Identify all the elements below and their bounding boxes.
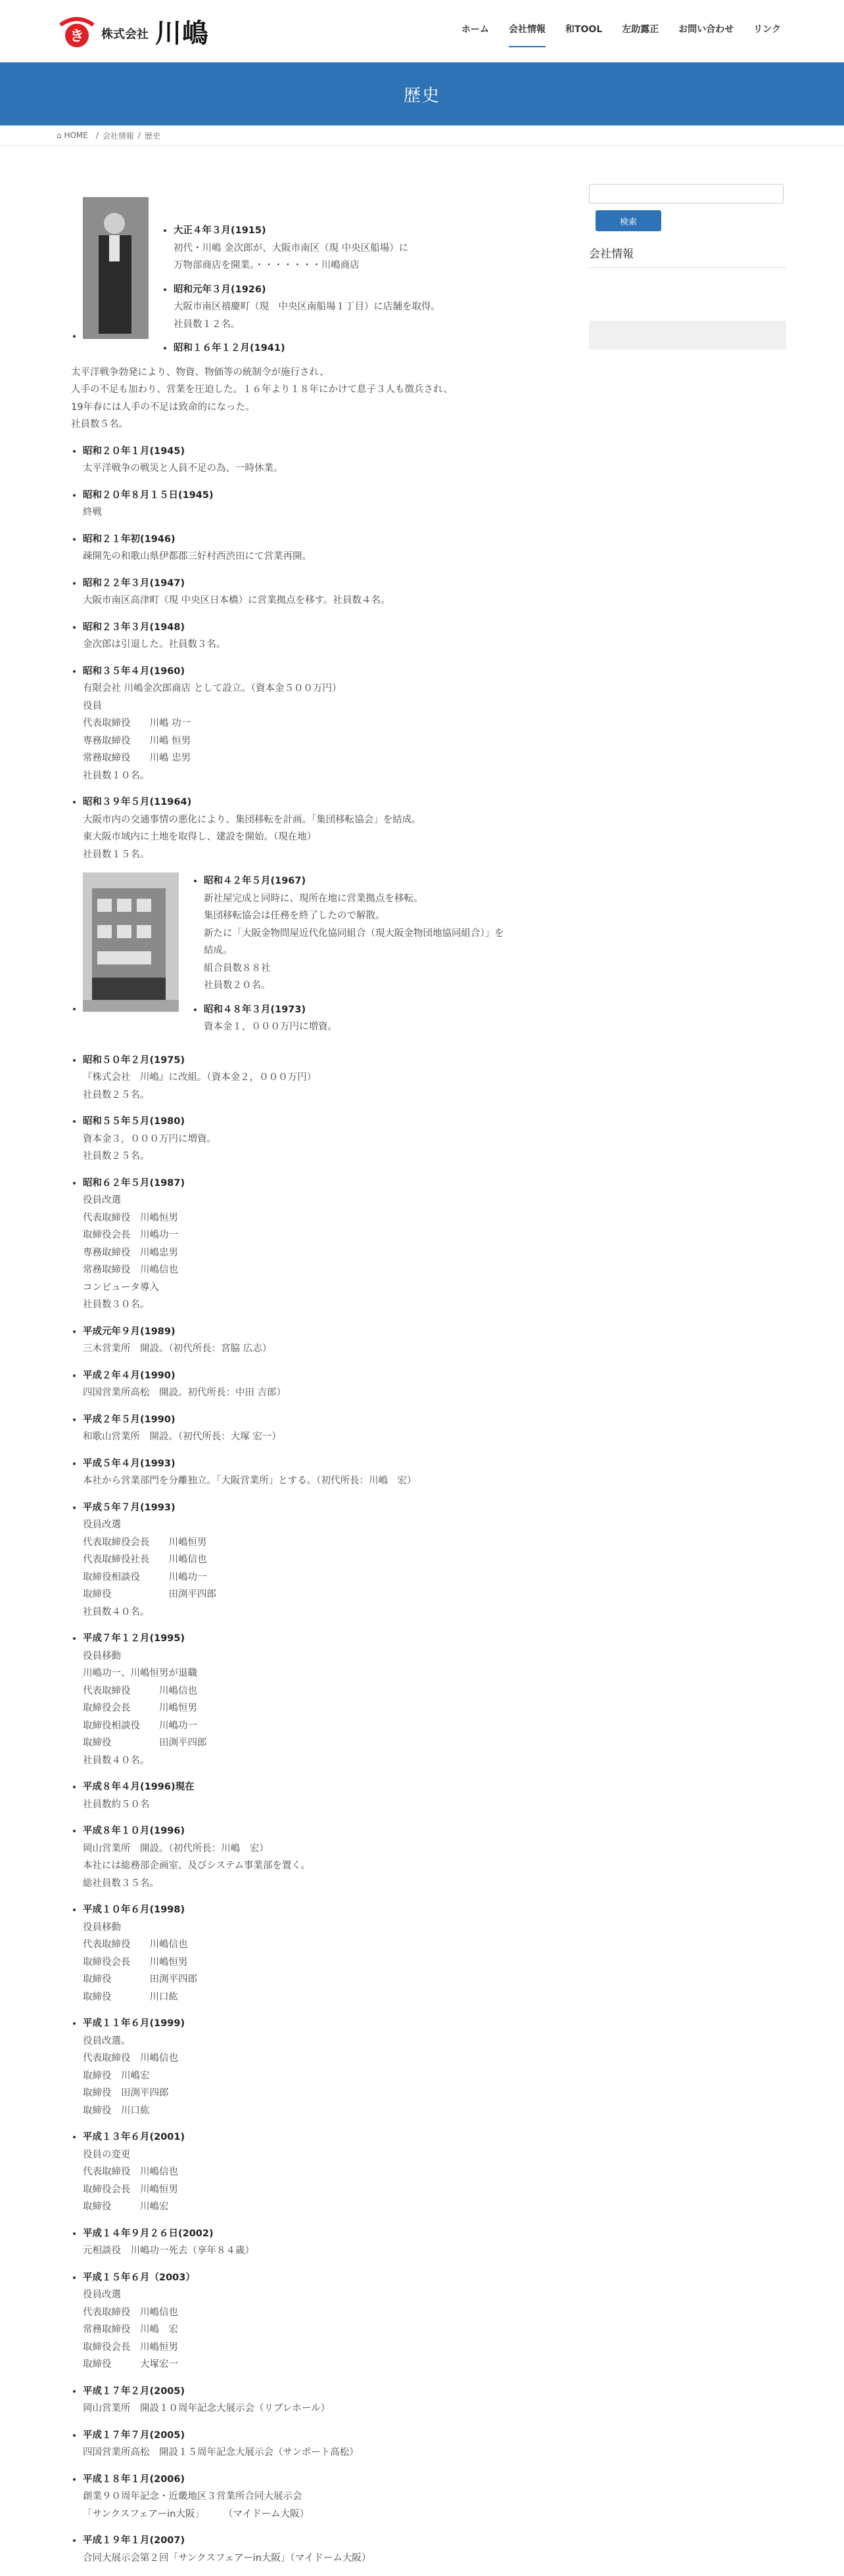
history-date: • 昭和２０年８月１５日(1945)	[83, 489, 214, 501]
breadcrumb-home-label[interactable]: HOME	[64, 131, 88, 140]
breadcrumb-home[interactable]: ⌂ HOME	[57, 131, 88, 140]
global-nav	[442, 22, 781, 47]
history-date: • 平成５年４月(1993)	[83, 1458, 176, 1469]
breadcrumb-current: 歴史	[144, 131, 160, 141]
list-item	[83, 2129, 544, 2216]
list-item	[83, 487, 544, 522]
history-date: • 平成８年４月(1996)現在	[83, 1782, 195, 1792]
history-text: 社員数約５０名	[83, 1799, 150, 1810]
list-item	[83, 1323, 544, 1358]
history-text: 元相談役 川嶋功一死去（享年８４歳）	[83, 2246, 254, 2256]
list-item	[83, 1630, 544, 1769]
list-item	[204, 1001, 504, 1036]
history-text: 大阪市内の交通事情の悪化により、集団移転を計画。「集団移転協会」を結成。 東大阪市域内に土地を取得し、建設を開始。（現在地） 社員数１５名。	[83, 814, 421, 860]
history-text: 役員改選。 代表取締役 川嶋信也 取締役 川嶋宏 取締役 田渕平四郎 取締役 川口紘	[83, 2035, 178, 2116]
nav-item-links[interactable]: リンク	[753, 24, 781, 35]
list-item	[204, 872, 504, 995]
history-text: 役員移動 代表取締役 川嶋信也 取締役会長 川嶋恒男 取締役 田渕平四郎 取締役 川口紘	[83, 1922, 197, 2002]
history-text: 終戦	[83, 507, 102, 518]
nav-item-company[interactable]: 会社情報	[509, 22, 546, 47]
list-item	[83, 1778, 544, 1813]
history-date: • 平成元年９月(1989)	[83, 1326, 176, 1337]
history-date: • 平成２年４月(1990)	[83, 1370, 176, 1381]
history-text: 四国営業所高松 開設。初代所長：中田 吉郎）	[83, 1388, 287, 1398]
history-text: 大阪市南区禧慶町（現 中央区南船場１丁目）に店舗を取得。 社員数１２名。	[174, 302, 440, 330]
history-date: • 昭和３９年５月(11964)	[83, 797, 192, 807]
list-item	[83, 2427, 544, 2462]
history-date: • 昭和元年３月(1926)	[174, 284, 266, 295]
history-date: • 平成１８年１月(2006)	[83, 2474, 185, 2485]
breadcrumb-separator: /	[137, 131, 141, 140]
history-date: • 平成１７年２月(2005)	[83, 2385, 185, 2397]
history-date: • 平成１７年７月(2005)	[83, 2429, 185, 2441]
history-text: 役員改選 代表取締役 川嶋信也 常務取締役 川嶋 宏 取締役会長 川嶋恒男 取締役 大塚宏一	[83, 2290, 178, 2370]
list-item	[83, 575, 544, 610]
company-logo[interactable]	[57, 12, 209, 50]
list-item	[83, 1367, 544, 1402]
history-date: • 昭和２３年３月(1948)	[83, 621, 185, 633]
history-date: • 昭和６２年５月(1987)	[83, 1177, 185, 1188]
history-date: • 昭和２１年初(1946)	[83, 533, 176, 545]
history-text: 太平洋戦争勃発により、物資、物価等の統制令が施行され、 人手の不足も加わり、営業を圧迫した。１６年より１８年にかけて息子３人も徴兵され、 19年春には人手の不足は致命的になった。 社員数５名。	[71, 367, 453, 430]
list-item	[83, 1499, 544, 1621]
history-date: • 昭和１６年１２月(1941)	[174, 343, 285, 353]
history-date: • 平成７年１２月(1995)	[83, 1633, 185, 1644]
history-text: 役員改選 代表取締役 川嶋恒男 取締役会長 川嶋功一 専務取締役 川嶋忠男 常務取締役 川嶋信也 コンピュータ導入 社員数３０名。	[83, 1195, 178, 1310]
history-date: • 昭和３５年４月(1960)	[83, 666, 185, 677]
history-text: 岡山営業所 開設１０周年記念大展示会（リブレホール）	[83, 2403, 331, 2414]
history-date: • 昭和５５年５月(1980)	[83, 1116, 185, 1127]
history-date: • 平成１０年６月(1998)	[83, 1905, 185, 1915]
history-text: 和歌山営業所 開設。（初代所長：大塚 宏一）	[83, 1432, 281, 1442]
history-text: 初代・川嶋 金次郎が、大阪市南区（現 中央区船場）に 万物部商店を開業。・・・・・・・川嶋商店	[174, 242, 409, 271]
history-text: 資本金３，０００万円に増資。 社員数２５名。	[83, 1133, 216, 1162]
history-date: • 平成１４年９月２６日(2002)	[83, 2228, 214, 2239]
history-text: 創業９０周年記念・近畿地区３営業所合同大展示会 「サンクスフェアーin大阪」 （マイドーム大阪）	[83, 2491, 310, 2520]
page-banner	[0, 62, 844, 125]
list-item	[83, 663, 544, 785]
history-text: 疎開先の和歌山県伊都郡三好村西渋田にて営業再開。	[83, 551, 312, 562]
list-item	[83, 1411, 544, 1446]
svg-text:き: き	[69, 28, 85, 45]
list-item	[83, 1052, 544, 1104]
site-header	[0, 0, 844, 62]
breadcrumb-parent[interactable]: 会社情報	[102, 131, 134, 141]
list-item	[174, 281, 440, 334]
list-item	[83, 2225, 544, 2260]
list-item	[174, 222, 440, 275]
history-date: • 昭和４８年３月(1973)	[204, 1004, 306, 1015]
nav-item-contact[interactable]: お問い合わせ	[678, 24, 734, 35]
page-title: 歴史	[403, 85, 440, 106]
list-item	[83, 1822, 544, 1892]
history-text: 岡山営業所 開設。（初代所長：川嶋 宏） 本社には総務部企画室、及びシステム事業部を置く。 総社員数３５名。	[83, 1843, 311, 1889]
sidebar-title: 会社情報	[589, 244, 786, 268]
history-date: • • 昭和４２年５月(1967)	[204, 876, 306, 886]
history-date: • 昭和２０年１月(1945)	[83, 445, 185, 457]
list-item	[83, 531, 544, 566]
list-item	[83, 1113, 544, 1165]
list-item	[83, 443, 544, 478]
history-text: 『株式会社 川嶋』に改組。（資本金２，０００万円） 社員数２５名。	[83, 1072, 317, 1100]
history-date: • 平成８年１０月(1996)	[83, 1826, 185, 1836]
logo-mark-icon	[57, 12, 97, 50]
breadcrumb	[0, 125, 844, 146]
history-date: • 平成１９年１月(2007)	[83, 2535, 185, 2546]
list-item	[83, 2383, 544, 2418]
list-item	[71, 197, 544, 434]
search-button[interactable]: 検索	[596, 210, 661, 231]
list-item	[83, 2269, 544, 2374]
history-text: 本社から営業部門を分離独立。「大阪営業所」とする。（初代所長：川嶋 宏）	[83, 1476, 417, 1486]
list-item	[83, 2015, 544, 2119]
nav-item-wa-tool[interactable]: 和TOOL	[565, 24, 603, 35]
founder-photo	[83, 197, 149, 339]
history-text: 新社屋完成と同時に、現所在地に営業拠点を移転。 集団移転協会は任務を終了したので解散。 新たに「大阪金物問屋近代化協同組合（現大阪金物団地協同組合）」を 結成。 組合員数８８社 社員数２０名。	[204, 893, 504, 991]
history-text: 合同大展示会第２回「サンクスフェアーin大阪」（マイドーム大阪）	[83, 2552, 371, 2564]
nav-item-home[interactable]: ホーム	[461, 24, 489, 35]
list-item	[83, 2471, 544, 2523]
list-item	[83, 872, 544, 1043]
history-sublist	[160, 197, 440, 364]
history-text: 資本金１，０００万円に増資。	[204, 1022, 337, 1032]
building-photo	[83, 872, 179, 1012]
history-date: • 平成１３年６月(2001)	[83, 2132, 185, 2142]
sidebar-menu-box[interactable]	[589, 321, 786, 350]
history-text: 大阪市南区高津町（現 中央区日本橋）に営業拠点を移す。社員数４名。	[83, 595, 390, 606]
history-text: 太平洋戦争の戦災と人員不足の為、一時休業。	[83, 463, 283, 474]
breadcrumb-separator: /	[95, 131, 99, 140]
history-text: 役員改選 代表取締役会長 川嶋恒男 代表取締役社長 川嶋信也 取締役相談役 川嶋功一 取締役 田渕平四郎 社員数４０名。	[83, 1520, 216, 1617]
history-text: 役員の変更 代表取締役 川嶋信也 取締役会長 川嶋恒男 取締役 川嶋宏	[83, 2149, 178, 2212]
list-item	[83, 1455, 544, 1490]
logo-company-prefix: 株式会社	[101, 28, 149, 41]
history-text: 四国営業所高松 開設１５周年記念大展示会（サンポート高松）	[83, 2447, 359, 2458]
history-date: • 平成１５年６月（2003）	[83, 2272, 195, 2283]
nav-item-sasuke[interactable]: 左助露正	[622, 24, 659, 35]
list-item	[83, 1901, 544, 2006]
history-text: 有限会社 川嶋金次郎商店 として設立。（資本金５００万円） 役員 代表取締役 川嶋 功一 専務取締役 川嶋 恒男 常務取締役 川嶋 忠男 社員数１０名。	[83, 683, 342, 781]
logo-company-name: 川嶋	[155, 17, 209, 49]
history-date: • 平成１１年６月(1999)	[83, 2018, 185, 2029]
history-date: • 昭和５０年２月(1975)	[83, 1054, 185, 1066]
list-item	[174, 340, 440, 357]
history-content	[71, 197, 544, 2576]
list-item	[83, 619, 544, 654]
photo-block	[83, 872, 544, 1043]
history-date: • 平成５年７月(1993)	[83, 1502, 176, 1513]
history-text: 金次郎は引退した。社員数３名。	[83, 639, 226, 650]
history-list	[71, 197, 544, 2567]
history-date: • 昭和２２年３月(1947)	[83, 577, 185, 589]
history-sublist	[191, 872, 504, 1043]
history-date: • • 大正４年３月(1915)	[174, 225, 266, 236]
photo-block	[83, 197, 544, 364]
search-input[interactable]	[589, 184, 784, 204]
history-text: 役員移動 川嶋功一、川嶋恒男が退職 代表取締役 川嶋信也 取締役会長 川嶋恒男 取締役相談役 川嶋功一 取締役 田渕平四郎 社員数４０名。	[83, 1650, 207, 1766]
history-text: 三木営業所 開設。（初代所長：宮脇 広志）	[83, 1344, 272, 1354]
list-item	[83, 1175, 544, 1314]
list-item	[83, 2532, 544, 2567]
list-item	[83, 794, 544, 863]
sidebar	[589, 184, 786, 350]
history-date: • 平成２年５月(1990)	[83, 1414, 176, 1425]
